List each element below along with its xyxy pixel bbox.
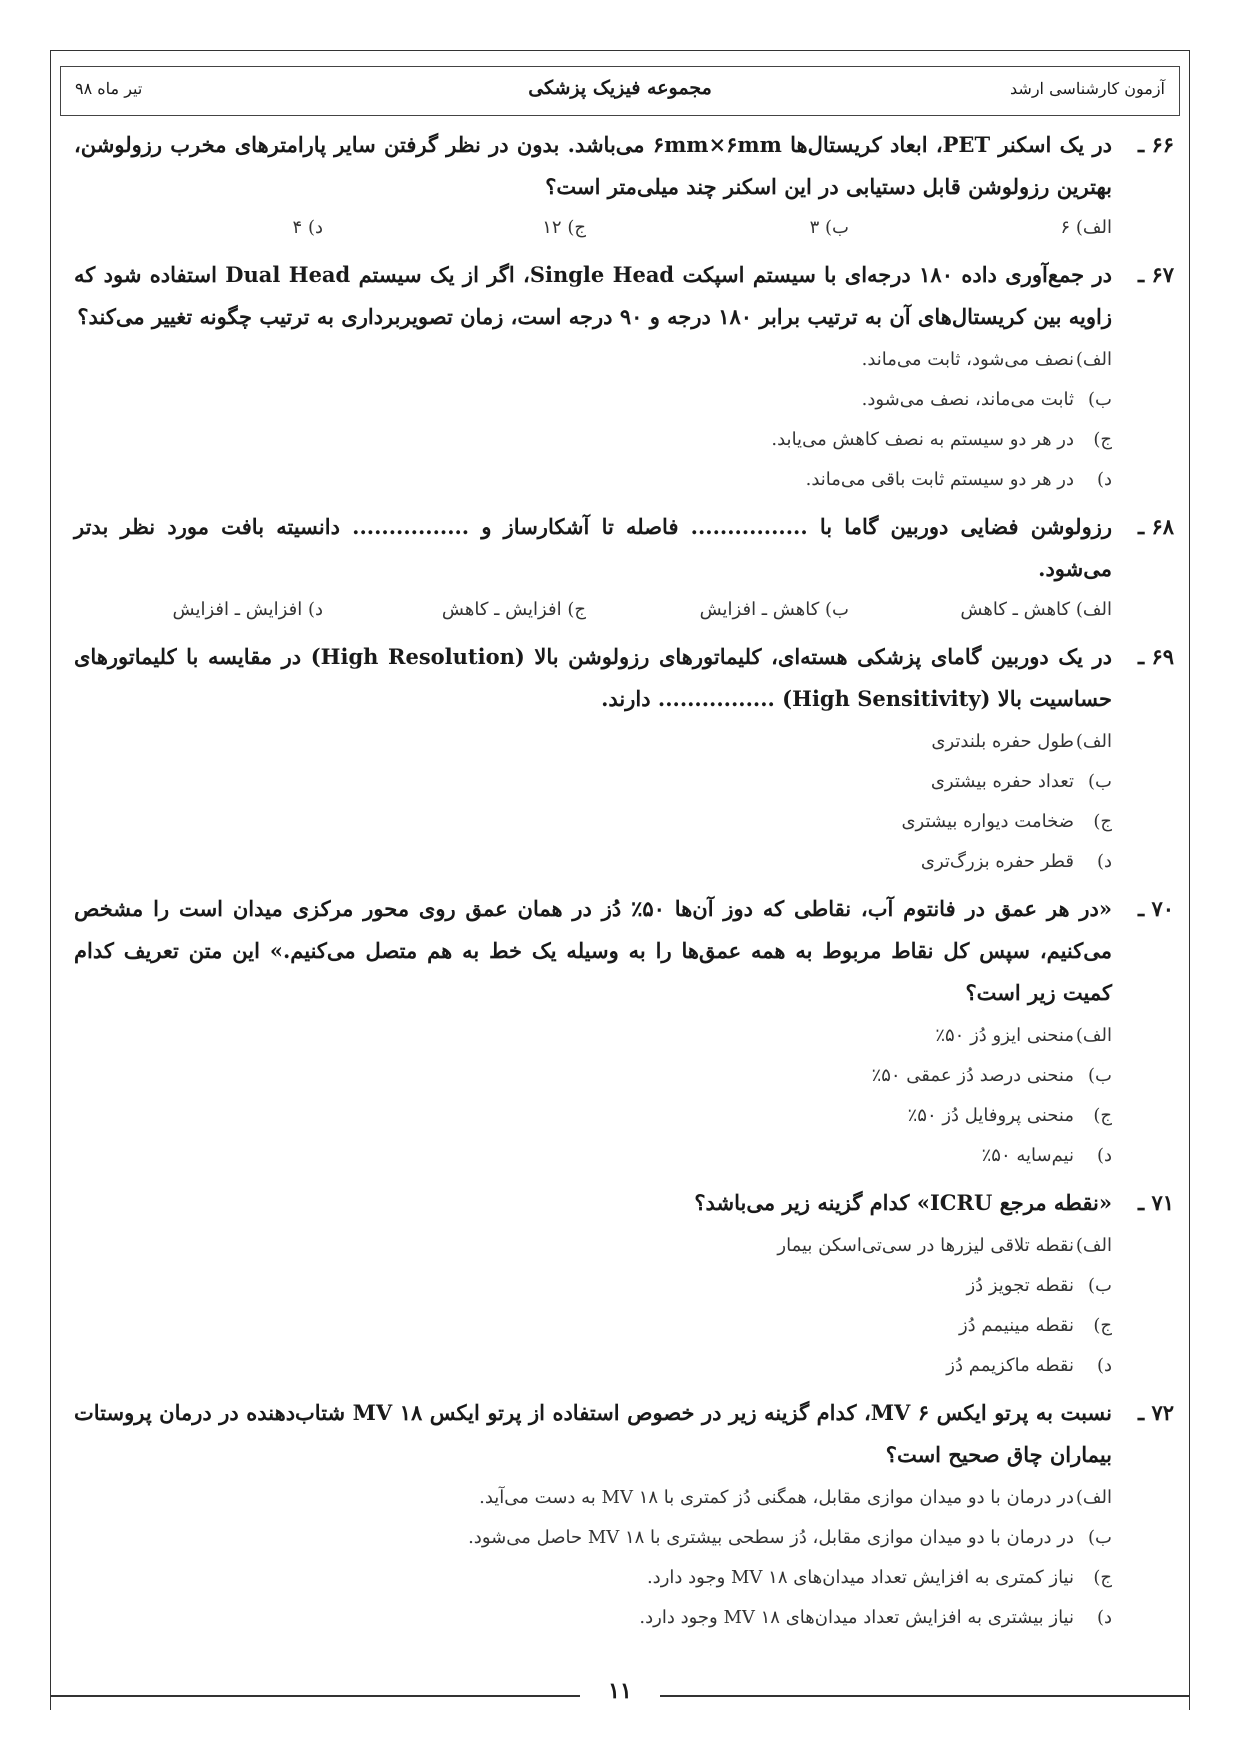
- option-d: [60, 1598, 1112, 1638]
- option-a: [60, 722, 1112, 762]
- option-d: [60, 842, 1112, 882]
- option-text: ۴: [292, 217, 303, 238]
- page-header: [60, 66, 1180, 116]
- question-text: نسبت به پرتو ایکس ۶ MV، کدام گزینه زیر در خصوص استفاده از پرتو ایکس MV ۱۸ شتاب‌دهنده در درمان پروستات بیماران چاق صحیح است؟: [74, 1400, 1112, 1467]
- question-number: ۷۰ ـ: [1137, 896, 1174, 921]
- option-b: [60, 1518, 1112, 1558]
- option-label: الف): [1075, 1235, 1112, 1256]
- option-a: [60, 340, 1112, 380]
- option-label: ب): [1088, 1527, 1112, 1548]
- option-text: در درمان با دو میدان موازی مقابل، همگنی دُز کمتری با ۱۸ MV به دست می‌آید.: [479, 1487, 1074, 1508]
- option-text: ۶: [1060, 217, 1071, 238]
- option-c: [60, 420, 1112, 460]
- option-b: [60, 1266, 1112, 1306]
- option-b: [60, 380, 1112, 420]
- option-text: نیاز بیشتری به افزایش تعداد میدان‌های ۱۸ MV وجود دارد.: [639, 1607, 1074, 1628]
- question-72: [60, 1392, 1180, 1638]
- option-text: تعداد حفره بیشتری: [930, 771, 1074, 792]
- question-number: ۶۶ ـ: [1137, 132, 1174, 157]
- option-c: [60, 1306, 1112, 1346]
- option-label: ب): [1088, 771, 1112, 792]
- option-d: [60, 208, 323, 248]
- option-d: [60, 1346, 1112, 1386]
- question-68: [60, 506, 1180, 630]
- option-b: [586, 590, 849, 630]
- option-label: الف): [1075, 349, 1112, 370]
- option-label: ج): [1093, 429, 1112, 450]
- options-list: [60, 1226, 1112, 1386]
- options-list: [60, 340, 1112, 500]
- collection-title: مجموعه فیزیک پزشکی: [528, 77, 712, 99]
- exam-title: آزمون کارشناسی ارشد: [1010, 79, 1165, 98]
- question-text: در جمع‌آوری داده ۱۸۰ درجه‌ای با سیستم اسپکت Single Head، اگر از یک سیستم Dual Head استفاده شود که زاویه بین کریستال‌های آن به ترتیب برابر ۱۸۰ درجه و ۹۰ درجه است، زمان تصویربرداری به ترتیب چگونه تغییر می‌کند؟: [74, 262, 1112, 329]
- options-list: [60, 1478, 1112, 1638]
- option-text: کاهش ـ کاهش: [960, 599, 1071, 620]
- option-label: ج): [1093, 1105, 1112, 1126]
- option-b: [60, 762, 1112, 802]
- option-label: الف): [1075, 217, 1112, 238]
- option-text: قطر حفره بزرگ‌تری: [920, 851, 1074, 872]
- option-label: د): [1096, 1145, 1112, 1166]
- option-a: [849, 590, 1112, 630]
- option-text: نیاز کمتری به افزایش تعداد میدان‌های ۱۸ MV وجود دارد.: [646, 1567, 1074, 1588]
- option-label: د): [1096, 851, 1112, 872]
- option-label: ج): [1093, 811, 1112, 832]
- option-text: کاهش ـ افزایش: [699, 599, 820, 620]
- question-number: ۶۷ ـ: [1137, 262, 1174, 287]
- option-c: [60, 802, 1112, 842]
- options-row: [60, 208, 1112, 248]
- option-text: طول حفره بلندتری: [931, 731, 1074, 752]
- option-label: ج): [567, 599, 586, 620]
- footer-divider-left: [50, 1695, 580, 1697]
- option-label: ب): [1088, 389, 1112, 410]
- option-label: ج): [567, 217, 586, 238]
- question-text: در یک دوربین گامای پزشکی هسته‌ای، کلیماتورهای رزولوشن بالا (High Resolution) در مقایسه با کلیماتورهای حساسیت بالا (High Sensitivity) ................ دارند.: [74, 644, 1112, 711]
- option-label: ب): [1088, 1275, 1112, 1296]
- option-text: نصف می‌شود، ثابت می‌ماند.: [861, 349, 1074, 370]
- option-label: الف): [1075, 1025, 1112, 1046]
- options-list: [60, 1016, 1112, 1176]
- option-d: [60, 590, 323, 630]
- option-text: نقطه مینیمم دُز: [958, 1315, 1074, 1336]
- question-text: «نقطه مرجع ICRU» کدام گزینه زیر می‌باشد؟: [694, 1190, 1112, 1215]
- option-label: د): [1096, 1607, 1112, 1628]
- option-label: د): [307, 599, 323, 620]
- option-text: ۳: [809, 217, 820, 238]
- option-c: [323, 208, 586, 248]
- option-text: افزایش ـ کاهش: [441, 599, 562, 620]
- option-text: نقطه تجویز دُز: [966, 1275, 1074, 1296]
- question-71: [60, 1182, 1180, 1386]
- question-text: «در هر عمق در فانتوم آب، نقاطی که دوز آن‌ها ۵۰٪ دُز در همان عمق روی محور مرکزی میدان است را مشخص می‌کنیم، سپس کل نقاط مربوط به همه عمق‌ها را به وسیله یک خط به هم متصل می‌کنیم.» این متن تعریف کدام کمیت زیر است؟: [74, 896, 1112, 1005]
- question-number: ۶۹ ـ: [1137, 644, 1174, 669]
- option-a: [849, 208, 1112, 248]
- option-c: [60, 1096, 1112, 1136]
- option-text: ثابت می‌ماند، نصف می‌شود.: [861, 389, 1074, 410]
- option-d: [60, 460, 1112, 500]
- option-c: [323, 590, 586, 630]
- option-text: منحنی پروفایل دُز ۵۰٪: [907, 1105, 1074, 1126]
- option-text: نیم‌سایه ۵۰٪: [981, 1145, 1074, 1166]
- page-number: ۱۱: [608, 1678, 632, 1704]
- option-a: [60, 1226, 1112, 1266]
- options-list: [60, 722, 1112, 882]
- option-text: در هر دو سیستم به نصف کاهش می‌یابد.: [771, 429, 1074, 450]
- option-a: [60, 1478, 1112, 1518]
- option-label: د): [1096, 469, 1112, 490]
- option-label: ب): [825, 599, 849, 620]
- option-label: د): [307, 217, 323, 238]
- question-69: [60, 636, 1180, 882]
- option-text: منحنی ایزو دُز ۵۰٪: [935, 1025, 1074, 1046]
- option-text: نقطه ماکزیمم دُز: [946, 1355, 1074, 1376]
- option-b: [586, 208, 849, 248]
- option-a: [60, 1016, 1112, 1056]
- option-text: افزایش ـ افزایش: [172, 599, 303, 620]
- option-text: در هر دو سیستم ثابت باقی می‌ماند.: [805, 469, 1074, 490]
- question-70: [60, 888, 1180, 1176]
- question-66: [60, 124, 1180, 248]
- question-text: رزولوشن فضایی دوربین گاما با ................ فاصله تا آشکارساز و ................ دانسیته بافت مورد نظر بدتر می‌شود.: [74, 514, 1112, 581]
- option-text: نقطه تلاقی لیزرها در سی‌تی‌اسکن بیمار: [777, 1235, 1074, 1256]
- option-label: ج): [1093, 1315, 1112, 1336]
- option-d: [60, 1136, 1112, 1176]
- option-text: ضخامت دیواره بیشتری: [901, 811, 1074, 832]
- option-b: [60, 1056, 1112, 1096]
- question-number: ۷۱ ـ: [1137, 1190, 1174, 1215]
- option-text: ۱۲: [542, 217, 562, 238]
- question-number: ۶۸ ـ: [1137, 514, 1174, 539]
- question-text: در یک اسکنر PET، ابعاد کریستال‌ها ۶mm×۶mm می‌باشد. بدون در نظر گرفتن سایر پارامترهای مخرب رزولوشن، بهترین رزولوشن قابل دستیابی در این اسکنر چند میلی‌متر است؟: [74, 132, 1112, 199]
- option-text: در درمان با دو میدان موازی مقابل، دُز سطحی بیشتری با ۱۸ MV حاصل می‌شود.: [468, 1527, 1074, 1548]
- options-row: [60, 590, 1112, 630]
- option-label: الف): [1075, 599, 1112, 620]
- option-label: الف): [1075, 731, 1112, 752]
- question-number: ۷۲ ـ: [1137, 1400, 1174, 1425]
- option-label: ب): [1088, 1065, 1112, 1086]
- option-label: ب): [825, 217, 849, 238]
- option-label: الف): [1075, 1487, 1112, 1508]
- option-c: [60, 1558, 1112, 1598]
- option-label: ج): [1093, 1567, 1112, 1588]
- questions-area: [60, 124, 1180, 1644]
- question-67: [60, 254, 1180, 500]
- exam-date: تیر ماه ۹۸: [75, 79, 143, 98]
- option-label: د): [1096, 1355, 1112, 1376]
- option-text: منحنی درصد دُز عمقی ۵۰٪: [871, 1065, 1074, 1086]
- footer-divider-right: [660, 1695, 1190, 1697]
